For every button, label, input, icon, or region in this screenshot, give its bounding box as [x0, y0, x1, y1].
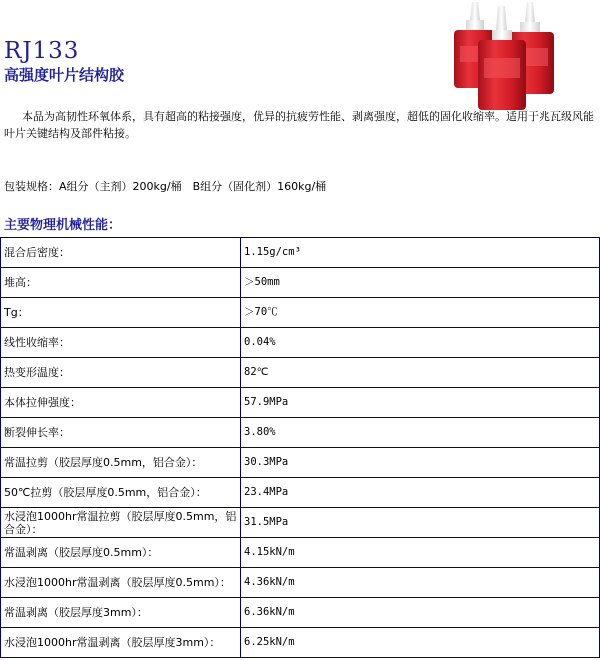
- table-row: [1, 598, 600, 628]
- property-label: 本体拉伸强度：: [1, 388, 241, 418]
- property-value: 3.80%: [241, 418, 600, 448]
- table-row: [1, 238, 600, 268]
- property-label: Tg：: [1, 298, 241, 328]
- property-value: 4.15kN/m: [241, 538, 600, 568]
- table-row: [1, 388, 600, 418]
- property-label: 常温拉剪（胶层厚度0.5mm，铝合金）：: [1, 448, 241, 478]
- property-value: 1.15g/cm³: [241, 238, 600, 268]
- property-label: 水浸泡1000hr常温剥离（胶层厚度3mm）：: [1, 628, 241, 658]
- table-row: [1, 358, 600, 388]
- property-label: 常温剥离（胶层厚度3mm）：: [1, 598, 241, 628]
- property-label: 水浸泡1000hr常温拉剪（胶层厚度0.5mm，铝合金）：: [1, 508, 241, 538]
- property-label: 混合后密度：: [1, 238, 241, 268]
- property-label: 常温剥离（胶层厚度0.5mm）：: [1, 538, 241, 568]
- property-value: 82℃: [241, 358, 600, 388]
- table-row: [1, 418, 600, 448]
- property-value: ＞50mm: [241, 268, 600, 298]
- bottle-front: [478, 6, 526, 110]
- section-title: 主要物理机械性能：: [4, 218, 122, 233]
- table-row: [1, 448, 600, 478]
- table-row: [1, 268, 600, 298]
- properties-table: [0, 237, 600, 658]
- product-description: 本品为高韧性环氧体系，具有超高的粘接强度，优异的抗疲劳性能、剥离强度，超低的固化收缩率。适用于兆瓦级风能叶片关键结构及部件粘接。: [4, 110, 594, 140]
- property-value: ＞70℃: [241, 298, 600, 328]
- table-row: [1, 508, 600, 538]
- property-label: 水浸泡1000hr常温剥离（胶层厚度0.5mm）：: [1, 568, 241, 598]
- table-row: [1, 478, 600, 508]
- property-value: 30.3MPa: [241, 448, 600, 478]
- property-value: 4.36kN/m: [241, 568, 600, 598]
- product-code: RJ133: [4, 38, 80, 64]
- property-label: 堆高：: [1, 268, 241, 298]
- property-value: 0.04%: [241, 328, 600, 358]
- property-label: 热变形温度：: [1, 358, 241, 388]
- property-label: 50℃拉剪（胶层厚度0.5mm，铝合金）：: [1, 478, 241, 508]
- table-row: [1, 568, 600, 598]
- property-value: 6.25kN/m: [241, 628, 600, 658]
- property-value: 31.5MPa: [241, 508, 600, 538]
- table-row: [1, 628, 600, 658]
- property-value: 57.9MPa: [241, 388, 600, 418]
- table-row: [1, 298, 600, 328]
- property-value: 6.36kN/m: [241, 598, 600, 628]
- product-header: [0, 0, 600, 120]
- property-label: 断裂伸长率：: [1, 418, 241, 448]
- product-bottles-image: [424, 0, 584, 115]
- property-value: 23.4MPa: [241, 478, 600, 508]
- product-name: 高强度叶片结构胶: [4, 66, 125, 84]
- table-row: [1, 538, 600, 568]
- table-row: [1, 328, 600, 358]
- packaging-spec: 包装规格：A组分（主剂）200kg/桶 B组分（固化剂）160kg/桶: [4, 180, 327, 193]
- property-label: 线性收缩率：: [1, 328, 241, 358]
